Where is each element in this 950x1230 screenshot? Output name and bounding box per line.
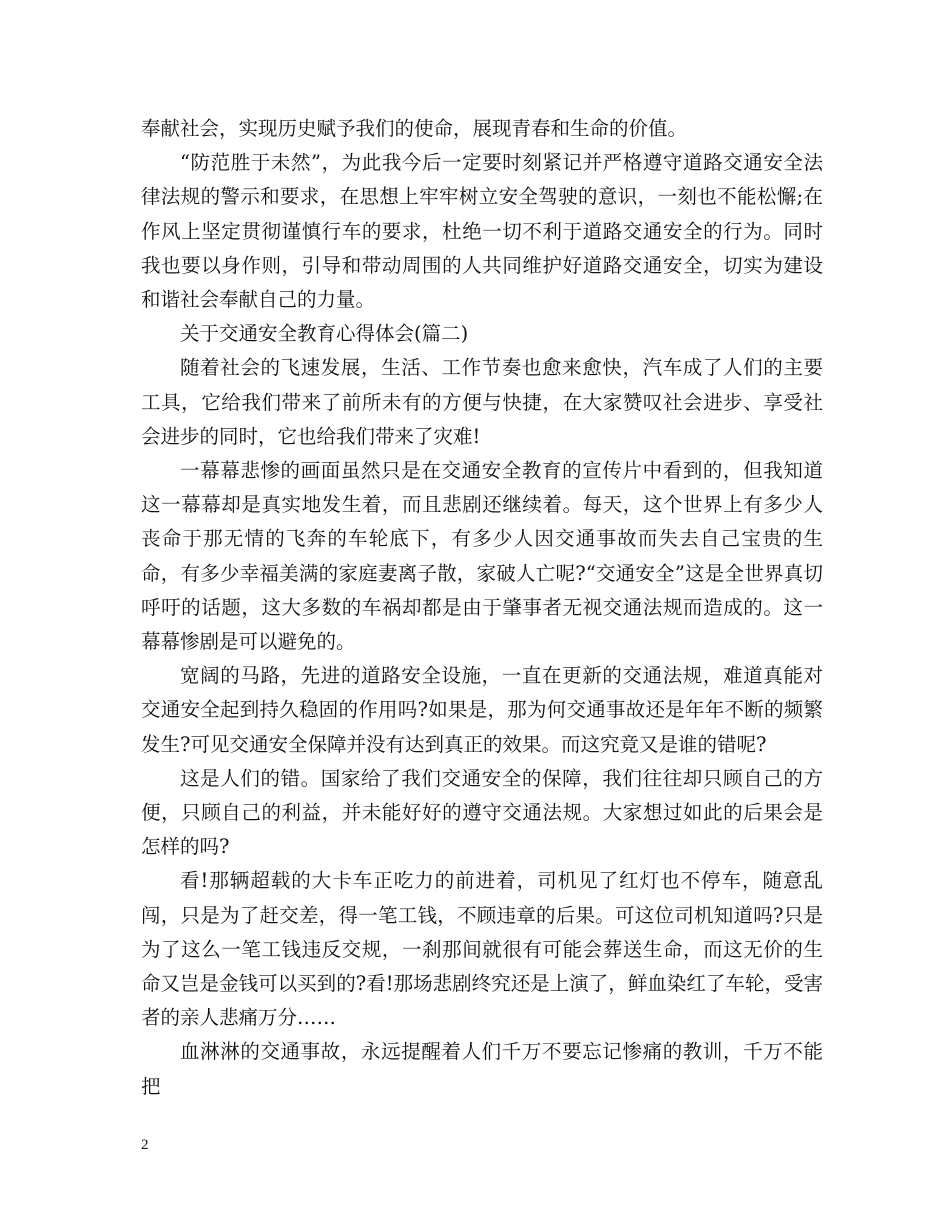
paragraph: 看!那辆超载的大卡车正吃力的前进着，司机见了红灯也不停车，随意乱闯，只是为了赶交差，得一笔工钱，不顾违章的后果。可这位司机知道吗?只是为了这么一笔工钱违反交规，一刹那间就很有可能会葬送生命，而这无价的生命又岂是金钱可以买到的?看!那场悲剧终究还是上演了，鲜血染红了车轮，受害者的亲人悲痛万分……	[141, 869, 823, 1030]
document-body	[141, 112, 823, 1104]
paragraph: 这是人们的错。国家给了我们交通安全的保障，我们往往却只顾自己的方便，只顾自己的利益，并未能好好的遵守交通法规。大家想过如此的后果会是怎样的吗?	[141, 766, 823, 859]
paragraph: 一幕幕悲惨的画面虽然只是在交通安全教育的宣传片中看到的，但我知道这一幕幕却是真实地发生着，而且悲剧还继续着。每天，这个世界上有多少人丧命于那无情的飞奔的车轮底下，有多少人因交通事故而失去自己宝贵的生命，有多少幸福美满的家庭妻离子散，家破人亡呢?“交通安全”这是全世界真切呼吁的话题，这大多数的车祸却都是由于肇事者无视交通法规而造成的。这一幕幕惨剧是可以避免的。	[141, 459, 823, 654]
paragraph-continuation: 奉献社会，实现历史赋予我们的使命，展现青春和生命的价值。	[141, 117, 688, 140]
paragraph: 宽阔的马路，先进的道路安全设施，一直在更新的交通法规，难道真能对交通安全起到持久稳固的作用吗?如果是，那为何交通事故还是年年不断的频繁发生?可见交通安全保障并没有达到真正的效果。而这究竟又是谁的错呢?	[141, 664, 823, 756]
paragraph: “防范胜于未然”，为此我今后一定要时刻紧记并严格遵守道路交通安全法律法规的警示和要求，在思想上牢牢树立安全驾驶的意识，一刻也不能松懈;在作风上坚定贯彻谨慎行车的要求，杜绝一切不利于道路交通安全的行为。同时我也要以身作则，引导和带动周围的人共同维护好道路交通安全，切实为建设和谐社会奉献自己的力量。	[141, 151, 823, 312]
paragraph: 随着社会的飞速发展，生活、工作节奏也愈来愈快，汽车成了人们的主要工具，它给我们带来了前所未有的方便与快捷，在大家赞叹社会进步、享受社会进步的同时，它也给我们带来了灾难!	[141, 356, 823, 448]
paragraph: 血淋淋的交通事故，永远提醒着人们千万不要忘记惨痛的教训，千万不能把	[141, 1040, 823, 1098]
page-number: 2	[141, 1137, 149, 1153]
section-heading: 关于交通安全教育心得体会(篇二)	[180, 322, 469, 346]
